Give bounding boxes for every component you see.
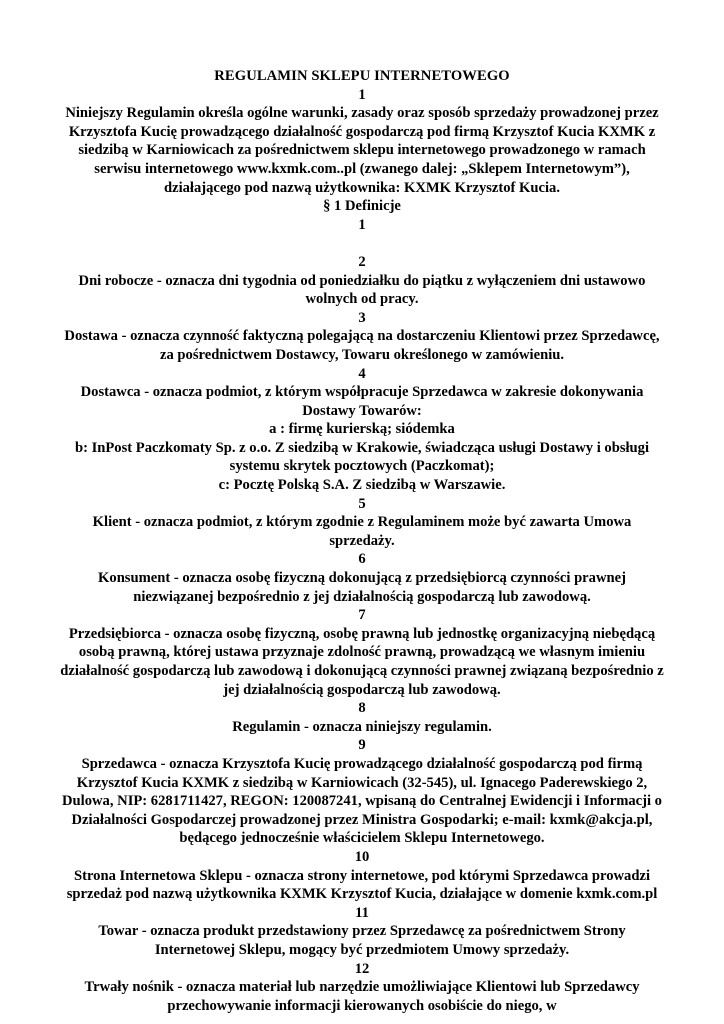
intro-paragraph: Niniejszy Regulamin określa ogólne warunki, zasady oraz sposób sprzedaży prowadzonej przez Krzysztofa Kucię prowadzącego działalność gospodarczą pod firmą Krzysztof Kucia KXMK z siedzibą w Karniowicach za pośrednictwem sklepu internetowego prowadzonego w ramach serwisu internetowego www.kxmk.com..pl (zwanego dalej: „Sklepem Internetowym”), działającego pod nazwą użytkownika: KXMK Krzysztof Kucia. [65, 105, 659, 196]
section-heading: § 1 Definicje [323, 198, 401, 215]
definition-text: Klient - oznacza podmiot, z którym zgodnie z Regulaminem może być zawarta Umowa sprzedaży. [92, 514, 632, 549]
definition-text: Dostawca - oznacza podmiot, z którym współpracuje Sprzedawca w zakresie dokonywania Dostawy Towarów: [80, 384, 644, 419]
definition-number: 9 [358, 737, 366, 754]
carrier-item: a : firmę kurierską; siódemka [269, 421, 455, 438]
definition-text: Konsument - oznacza osobę fizyczną dokonującą z przedsiębiorcą czynności prawnej niezwiązanej bezpośrednio z jej działalnością gospodarczą lub zawodową. [98, 570, 626, 605]
definition-number: 6 [358, 551, 366, 568]
definition-number: 8 [358, 700, 366, 717]
definition-number: 7 [358, 607, 366, 624]
definition-number: 2 [358, 253, 366, 270]
definition-text: Strona Internetowa Sklepu - oznacza strony internetowe, pod którymi Sprzedawca prowadzi sprzedaż pod nazwą użytkownika KXMK Krzysztof Kucia, działające w domenie kxmk.com.pl [66, 867, 658, 903]
regulations-document [60, 67, 664, 1015]
definition-text: Sprzedawca - oznacza Krzysztofa Kucię prowadzącego działalność gospodarczą pod firmą Krzysztof Kucia KXMK z siedzibą w Karniowicach (32-545), ul. Ignacego Paderewskiego 2, Dulowa, NIP: 6281711427, REGON: 120087241, wpisaną do Centralnej Ewidencji i Informacji o Działalności Gospodarczej prowadzonej przez Ministra Gospodarki; e-mail: kxmk@akcja.pl, będącego jednocześnie właścicielem Sklepu Internetowego. [62, 755, 662, 847]
definition-number: 3 [358, 309, 366, 326]
definition-number: 10 [354, 848, 370, 865]
carrier-item: c: Pocztę Polską S.A. Z siedzibą w Warszawie. [218, 477, 506, 494]
definition-number: 5 [358, 495, 366, 512]
definition-number: 4 [358, 365, 366, 382]
definition-text: Towar - oznacza produkt przedstawiony przez Sprzedawcę za pośrednictwem Strony Internetowej Sklepu, mogący być przedmiotem Umowy sprzedaży. [98, 923, 626, 958]
definition-text: Dni robocze - oznacza dni tygodnia od poniedziałku do piątku z wyłączeniem dni ustawowo wolnych od pracy. [78, 272, 646, 308]
definition-number: 1 [358, 216, 366, 233]
document-title: REGULAMIN SKLEPU INTERNETOWEGO [214, 68, 510, 84]
definition-text: Regulamin - oznacza niniejszy regulamin. [232, 718, 492, 735]
definition-number: 12 [354, 960, 370, 977]
definition-text: Dostawa - oznacza czynność faktyczną polegającą na dostarczeniu Klientowi przez Sprzedawcę, za pośrednictwem Dostawcy, Towaru określonego w zamówieniu. [64, 328, 660, 363]
definition-text-empty [60, 234, 664, 253]
intro-number: 1 [358, 86, 366, 103]
definition-text: Przedsiębiorca - oznacza osobę fizyczną, osobę prawną lub jednostkę organizacyjną niebędącą osobą prawną, której ustawa przyznaje zdolność prawną, prowadzącą we własnym imieniu działalność gospodarczą lub zawodową i dokonującą czynności prawnej związaną bezpośrednio z jej działalnością gospodarczą lub zawodową. [60, 625, 664, 698]
definition-text: Trwały nośnik - oznacza materiał lub narzędzie umożliwiające Klientowi lub Sprzedawcy przechowywanie informacji kierowanych osobiście do niego, w [84, 979, 640, 1014]
carrier-item: b: InPost Paczkomaty Sp. z o.o. Z siedzibą w Krakowie, świadcząca usługi Dostawy i obsługi systemu skrytek pocztowych (Paczkomat); [74, 439, 650, 475]
definition-number: 11 [355, 904, 369, 921]
